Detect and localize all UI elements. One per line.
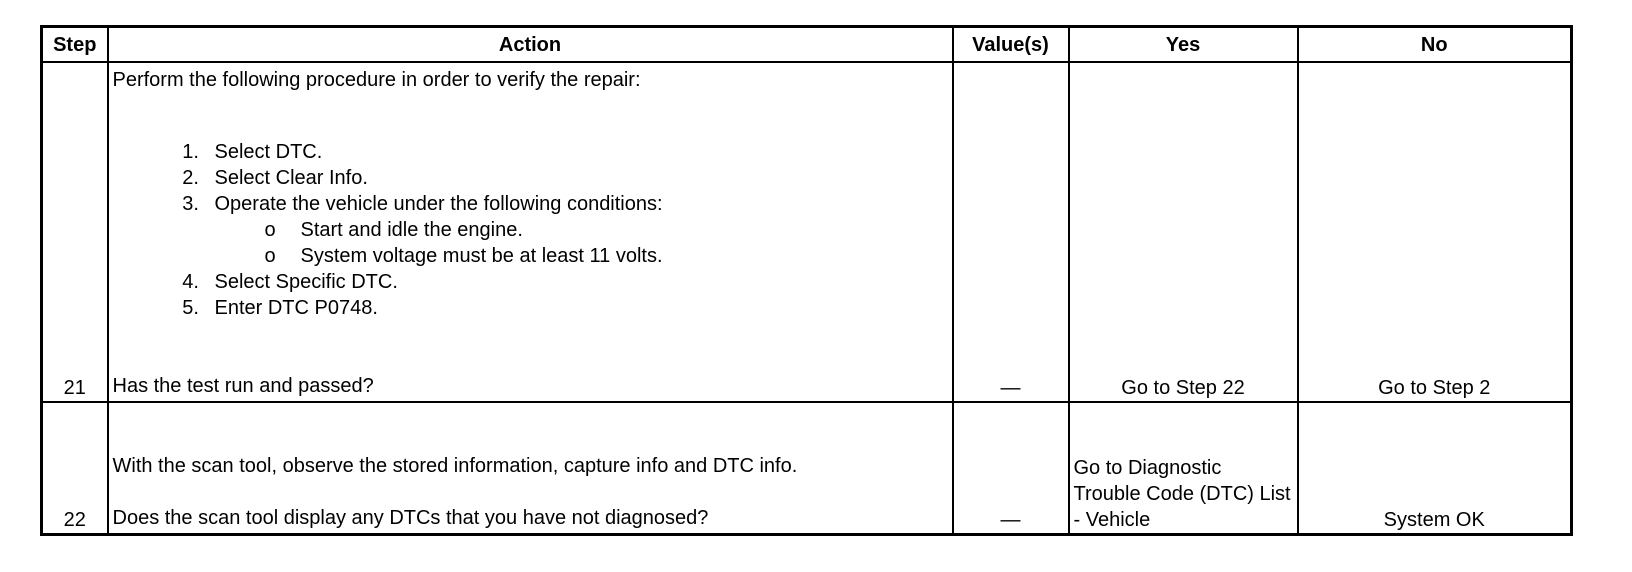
action-cell: [108, 62, 953, 402]
procedure-step: 4. Select Specific DTC.: [205, 269, 948, 295]
action-cell: [108, 402, 953, 534]
header-step: Step: [42, 27, 108, 63]
action-intro: Perform the following procedure in order to verify the repair:: [112, 69, 641, 91]
no-cell: System OK: [1298, 402, 1572, 534]
table-row: [42, 62, 1572, 402]
action-question: Does the scan tool display any DTCs that you have not diagnosed?: [112, 506, 709, 529]
action-question: Has the test run and passed?: [112, 375, 374, 397]
step-number: 22: [42, 402, 108, 534]
action-intro: With the scan tool, observe the stored information, capture info and DTC info.: [112, 454, 798, 477]
table-row: [42, 402, 1572, 534]
header-action: Action: [108, 27, 953, 63]
header-row: [42, 27, 1572, 63]
no-cell: Go to Step 2: [1298, 62, 1572, 402]
header-values: Value(s): [953, 27, 1069, 63]
procedure-step: 2. Select Clear Info.: [205, 165, 948, 191]
yes-cell: Go to Step 22: [1069, 62, 1298, 402]
condition-list: [215, 217, 948, 269]
header-no: No: [1298, 27, 1572, 63]
procedure-step-text: Operate the vehicle under the following conditions:: [214, 193, 663, 215]
procedure-step: [205, 191, 948, 269]
step-number: 21: [42, 62, 108, 402]
value-cell: —: [953, 402, 1069, 534]
diagnostic-table: [40, 25, 1573, 536]
condition-item: o Start and idle the engine.: [265, 217, 948, 243]
yes-cell: Go to Diagnostic Trouble Code (DTC) List - Vehicle: [1069, 402, 1298, 534]
condition-item: o System voltage must be at least 11 volts.: [265, 243, 948, 269]
header-yes: Yes: [1069, 27, 1298, 63]
procedure-list: [113, 139, 948, 321]
procedure-step: 1. Select DTC.: [205, 139, 948, 165]
procedure-step: 5. Enter DTC P0748.: [205, 295, 948, 321]
value-cell: —: [953, 62, 1069, 402]
